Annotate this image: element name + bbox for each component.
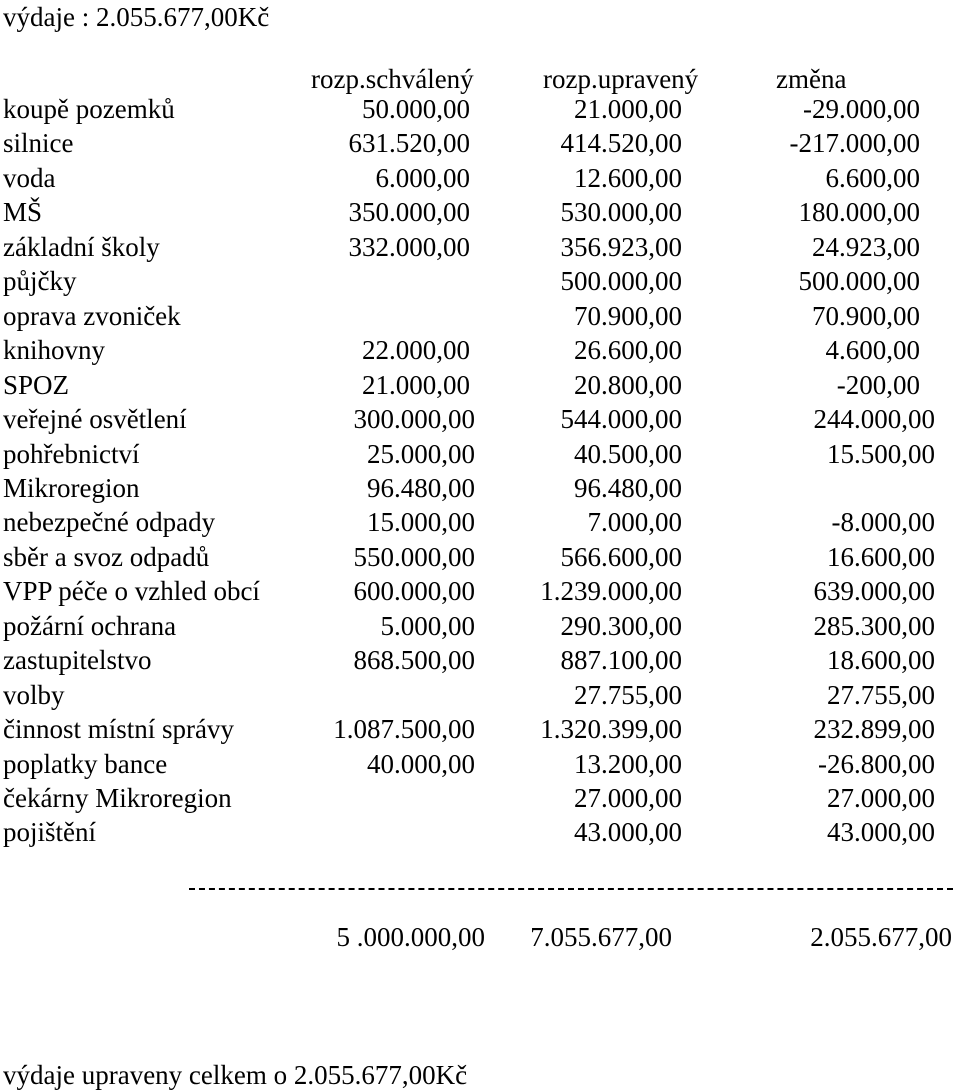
row-value-approved: 332.000,00	[348, 232, 470, 262]
row-label: voda	[3, 163, 56, 193]
row-value-approved: 868.500,00	[353, 645, 475, 675]
total-separator-line	[189, 888, 953, 890]
row-value-approved: 6.000,00	[375, 163, 470, 193]
row-value-approved: 600.000,00	[353, 576, 475, 606]
row-value-change: -26.800,00	[818, 749, 935, 779]
table-row	[0, 647, 960, 677]
row-label: VPP péče o vzhled obcí	[3, 576, 260, 606]
row-label: SPOZ	[3, 370, 70, 400]
column-header-adjusted: rozp.upravený	[543, 64, 699, 94]
column-header-approved: rozp.schválený	[311, 64, 474, 94]
row-value-adjusted: 566.600,00	[560, 542, 682, 572]
table-row	[0, 96, 960, 126]
row-value-change: 4.600,00	[825, 335, 920, 365]
row-value-approved: 350.000,00	[348, 197, 470, 227]
column-header-change: změna	[776, 64, 847, 94]
row-value-change: -200,00	[836, 370, 920, 400]
row-value-adjusted: 1.239.000,00	[540, 576, 682, 606]
summary-footer: výdaje upraveny celkem o 2.055.677,00Kč	[3, 1060, 468, 1090]
row-value-approved: 40.000,00	[367, 749, 475, 779]
row-value-adjusted: 7.000,00	[587, 507, 682, 537]
row-value-approved: 21.000,00	[362, 370, 470, 400]
row-value-adjusted: 70.900,00	[574, 301, 682, 331]
table-row	[0, 819, 960, 849]
row-label: činnost místní správy	[3, 714, 234, 744]
row-value-change: 6.600,00	[825, 163, 920, 193]
row-value-change: 16.600,00	[827, 542, 935, 572]
table-row	[0, 268, 960, 298]
table-row	[0, 613, 960, 643]
row-label: půjčky	[3, 266, 77, 296]
table-row	[0, 475, 960, 505]
row-value-change: 24.923,00	[812, 232, 920, 262]
row-label: sběr a svoz odpadů	[3, 542, 210, 572]
row-value-adjusted: 887.100,00	[560, 645, 682, 675]
row-value-adjusted: 356.923,00	[560, 232, 682, 262]
row-label: čekárny Mikroregion	[3, 783, 232, 813]
row-label: oprava zvoniček	[3, 301, 181, 331]
row-label: silnice	[3, 128, 74, 158]
table-row	[0, 406, 960, 436]
row-label: poplatky bance	[3, 749, 168, 779]
row-label: knihovny	[3, 335, 106, 365]
table-row	[0, 337, 960, 367]
row-value-adjusted: 414.520,00	[560, 128, 682, 158]
row-label: základní školy	[3, 232, 160, 262]
row-value-change: 180.000,00	[798, 197, 920, 227]
row-value-adjusted: 26.600,00	[574, 335, 682, 365]
table-row	[0, 130, 960, 160]
row-value-change: 70.900,00	[812, 301, 920, 331]
table-row	[0, 165, 960, 195]
row-value-change: 639.000,00	[813, 576, 935, 606]
row-value-adjusted: 500.000,00	[560, 266, 682, 296]
row-value-change: 244.000,00	[813, 404, 935, 434]
row-value-approved: 5.000,00	[380, 611, 475, 641]
row-value-adjusted: 96.480,00	[574, 473, 682, 503]
row-value-adjusted: 21.000,00	[574, 94, 682, 124]
row-value-change: 18.600,00	[827, 645, 935, 675]
row-value-adjusted: 544.000,00	[560, 404, 682, 434]
row-value-change: 285.300,00	[813, 611, 935, 641]
page-heading: výdaje : 2.055.677,00Kč	[3, 2, 270, 32]
total-change: 2.055.677,00	[810, 922, 952, 952]
row-value-change: 27.755,00	[827, 680, 935, 710]
row-value-adjusted: 1.320.399,00	[540, 714, 682, 744]
row-label: pojištění	[3, 817, 96, 847]
row-value-change: 27.000,00	[827, 783, 935, 813]
row-value-approved: 631.520,00	[348, 128, 470, 158]
row-value-change: 500.000,00	[798, 266, 920, 296]
table-row	[0, 751, 960, 781]
row-value-adjusted: 290.300,00	[560, 611, 682, 641]
table-row	[0, 544, 960, 574]
row-value-approved: 550.000,00	[353, 542, 475, 572]
row-value-change: 232.899,00	[813, 714, 935, 744]
total-approved: 5 .000.000,00	[336, 922, 485, 952]
row-value-change: 43.000,00	[827, 817, 935, 847]
table-row	[0, 372, 960, 402]
row-value-adjusted: 27.755,00	[574, 680, 682, 710]
row-value-adjusted: 13.200,00	[574, 749, 682, 779]
row-label: Mikroregion	[3, 473, 140, 503]
row-value-approved: 96.480,00	[367, 473, 475, 503]
row-value-adjusted: 530.000,00	[560, 197, 682, 227]
row-label: zastupitelstvo	[3, 645, 152, 675]
row-value-change: -8.000,00	[831, 507, 935, 537]
table-row	[0, 509, 960, 539]
row-value-adjusted: 40.500,00	[574, 439, 682, 469]
row-label: nebezpečné odpady	[3, 507, 216, 537]
table-row	[0, 578, 960, 608]
row-value-change: -217.000,00	[789, 128, 920, 158]
row-value-approved: 50.000,00	[362, 94, 470, 124]
row-value-approved: 1.087.500,00	[333, 714, 475, 744]
table-row	[0, 234, 960, 264]
row-label: pohřebnictví	[3, 439, 140, 469]
row-value-change: 15.500,00	[827, 439, 935, 469]
table-row	[0, 441, 960, 471]
table-row	[0, 199, 960, 229]
table-row	[0, 716, 960, 746]
row-value-approved: 15.000,00	[367, 507, 475, 537]
row-label: MŠ	[3, 197, 43, 227]
row-value-approved: 300.000,00	[353, 404, 475, 434]
row-value-approved: 25.000,00	[367, 439, 475, 469]
row-value-adjusted: 43.000,00	[574, 817, 682, 847]
table-row	[0, 785, 960, 815]
table-row	[0, 303, 960, 333]
table-row	[0, 682, 960, 712]
row-value-approved: 22.000,00	[362, 335, 470, 365]
row-value-change: -29.000,00	[803, 94, 920, 124]
row-label: požární ochrana	[3, 611, 177, 641]
row-value-adjusted: 12.600,00	[574, 163, 682, 193]
row-value-adjusted: 20.800,00	[574, 370, 682, 400]
row-value-adjusted: 27.000,00	[574, 783, 682, 813]
total-adjusted: 7.055.677,00	[530, 922, 672, 952]
row-label: koupě pozemků	[3, 94, 175, 124]
row-label: volby	[3, 680, 65, 710]
row-label: veřejné osvětlení	[3, 404, 187, 434]
